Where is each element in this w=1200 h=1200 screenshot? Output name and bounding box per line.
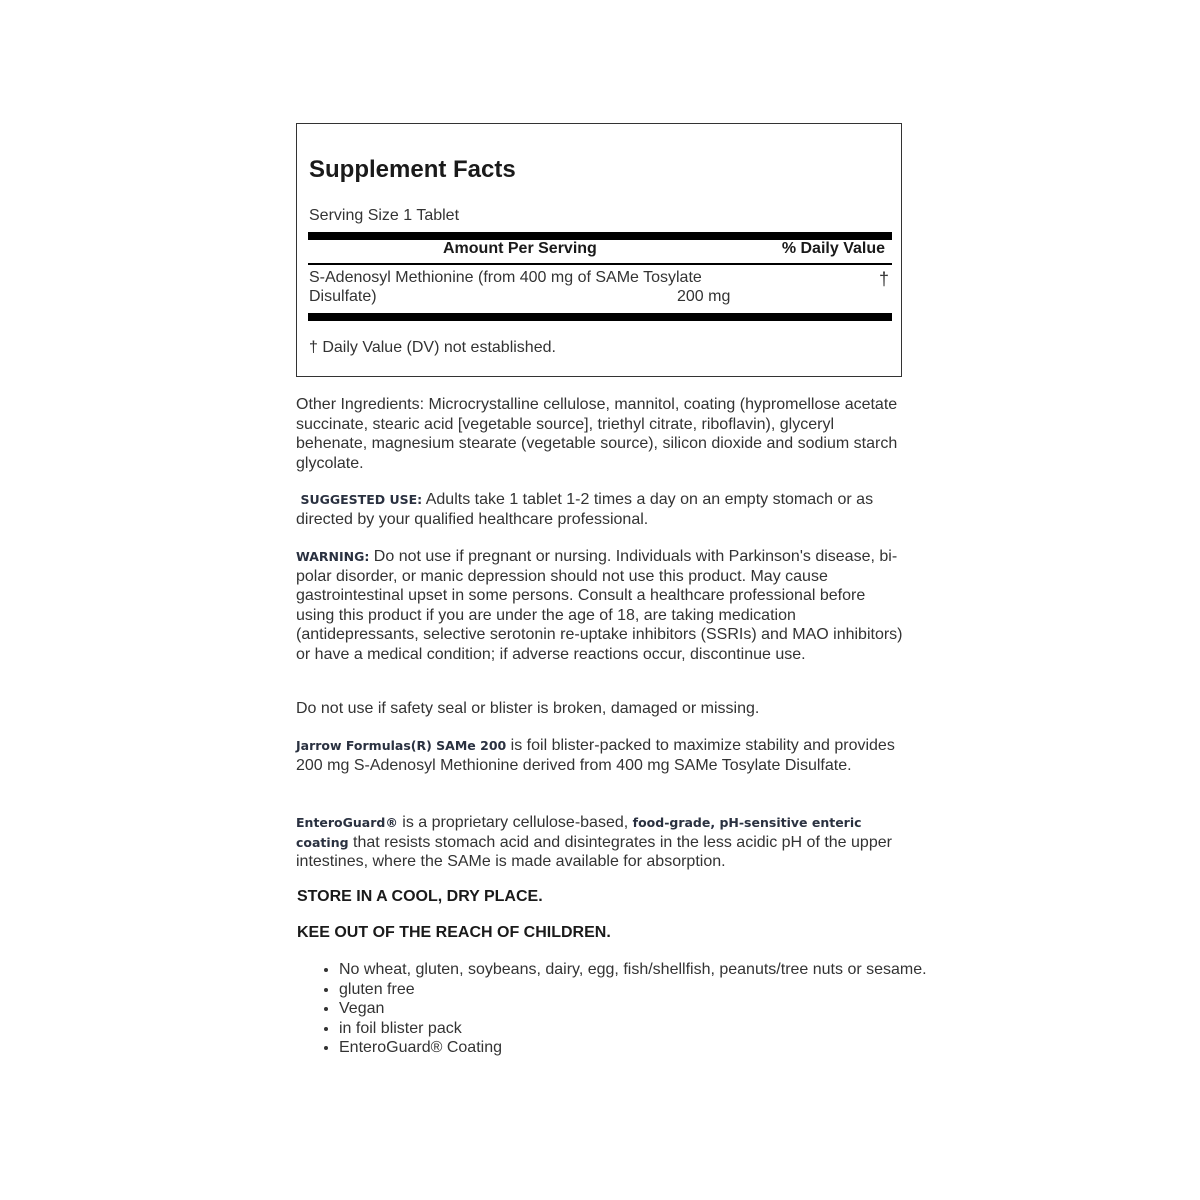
enteroguard-label: EnteroGuard® <box>296 815 398 830</box>
list-item: • Vegan <box>339 999 949 1019</box>
list-item: • in foil blister pack <box>339 1019 949 1039</box>
serving-size: Serving Size 1 Tablet <box>309 207 460 224</box>
ingredient-daily-value: † <box>878 269 889 289</box>
jarrow-description <box>296 736 906 775</box>
list-item: • gluten free <box>339 980 949 1000</box>
feature-list <box>296 960 949 1058</box>
facts-rule-top <box>308 232 892 240</box>
suggested-use-label: SUGGESTED USE: <box>300 492 423 507</box>
enteroguard-coating-label: food-grade, pH-sensitive enteric coating <box>296 815 862 850</box>
storage-instruction: STORE IN A COOL, DRY PLACE. <box>297 888 543 905</box>
jarrow-label: Jarrow Formulas(R) SAMe 200 <box>296 738 507 753</box>
daily-value-footnote: † Daily Value (DV) not established. <box>309 339 556 356</box>
facts-rule-bottom <box>308 313 892 321</box>
suggested-use <box>296 490 906 529</box>
children-warning: KEE OUT OF THE REACH OF CHILDREN. <box>297 924 611 941</box>
supplement-facts-panel <box>296 123 902 377</box>
enteroguard-text1: is a proprietary cellulose-based, <box>397 814 633 831</box>
jarrow-text: is foil blister-packed to maximize stability and provides 200 mg S-Adenosyl Methionine derived from 400 mg SAMe Tosylate Disulfate. <box>296 737 895 774</box>
ingredient-name-line1: S-Adenosyl Methionine (from 400 mg of SAMe Tosylate <box>309 269 702 286</box>
warning-label: WARNING: <box>296 549 370 564</box>
enteroguard-description <box>296 813 906 872</box>
ingredient-amount: 200 mg <box>677 288 731 305</box>
safety-seal-notice: Do not use if safety seal or blister is broken, damaged or missing. <box>296 700 760 717</box>
header-amount-per-serving: Amount Per Serving <box>443 240 597 257</box>
list-item: • EnteroGuard® Coating <box>339 1038 949 1058</box>
facts-rule-mid <box>308 263 892 265</box>
ingredient-name-line2: Disulfate) <box>309 288 377 305</box>
list-item: • No wheat, gluten, soybeans, dairy, egg, fish/shellfish, peanuts/tree nuts or sesame. <box>339 960 949 980</box>
facts-title: Supplement Facts <box>309 156 516 183</box>
enteroguard-text2: that resists stomach acid and disintegrates in the less acidic pH of the upper intestines, where the SAMe is made available for absorption. <box>296 833 892 870</box>
header-daily-value: % Daily Value <box>781 240 885 257</box>
other-ingredients: Other Ingredients: Microcrystalline cellulose, mannitol, coating (hypromellose acetate succinate, stearic acid [vegetable source], triethyl citrate, riboflavin), glyceryl behenate, magnesium stearate (vegetable source), silicon dioxide and sodium starch glycolate. <box>296 396 898 472</box>
warning <box>296 547 906 664</box>
warning-text: Do not use if pregnant or nursing. Individuals with Parkinson's disease, bi-polar disorder, or manic depression should not use this product. May cause gastrointestinal upset in some persons. Consult a healthcare professional before using this product if you are under the age of 18, are taking medication (antidepressants, selective serotonin re-uptake inhibitors (SSRIs) and MAO inhibitors) or have a medical condition; if adverse reactions occur, discontinue use. <box>296 548 903 663</box>
suggested-use-text: Adults take 1 tablet 1-2 times a day on an empty stomach or as directed by your qualified healthcare professional. <box>296 491 874 528</box>
